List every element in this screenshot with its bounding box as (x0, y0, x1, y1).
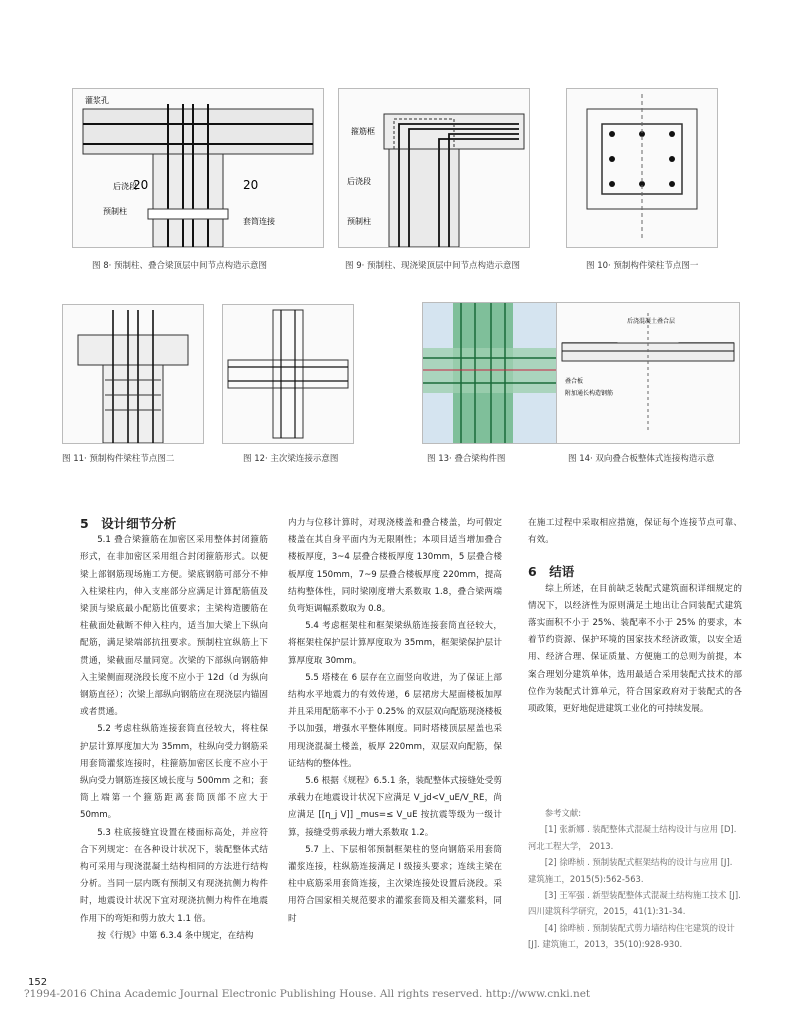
para-5-6: 5.6 根据《规程》6.5.1 条，装配整体式接缝处受剪承载力在地震设计状况下应满足 V_jd<V_uE/V_RE，尚应满足 [[η_j V]] _mus=≤ V_uE 按抗震等级为一级计算，接缝受剪承载力增大系数取 1.2。 (288, 776, 502, 838)
fig14-label-slab: 叠合板 (565, 378, 584, 385)
fig14-label-topping: 后浇混凝土叠合层 (627, 318, 676, 325)
fig14-caption: 图 14· 双向叠合板整体式连接构造示意 (568, 454, 715, 464)
fig9-drawing (339, 89, 529, 247)
fig9-label-post-cast: 后浇段 (347, 177, 371, 186)
para-5-7b: 在施工过程中采取相应措施，保证每个连接节点可靠、有效。 (528, 518, 742, 546)
references (528, 805, 742, 953)
references-heading: 参考文献: (544, 808, 582, 818)
section-5-heading: 5 设计细节分析 (80, 516, 177, 531)
para-5-1: 5.1 叠合梁箍筋在加密区采用整体封闭箍筋形式，在非加密区采用组合封闭箍筋形式。以便梁上部钢筋现场施工方便。梁底钢筋可部分不伸入柱梁柱内，伸入支座部分应满足计算配筋值及梁顶与梁底最小配筋比值要求；主梁构造腰筋在柱截面处截断不伸入柱内，适当加大梁上下纵向配筋，满足梁端部抗扭要求。预制柱宜纵筋上下贯通，梁截面尽量同宽。次梁的下部纵向钢筋伸入主梁侧面现浇段长度不应小于 12d（d 为纵向钢筋直径）；次梁上部纵向钢筋应在现浇层内锚固或者贯通。 (80, 535, 268, 718)
reference-item: [4] 徐晔桢 . 预制装配式剪力墙结构住宅建筑的设计 [J]. 建筑施工，2013，35(10):928-930. (528, 922, 735, 950)
para-5-3c: 内力与位移计算时，对现浇楼盖和叠合楼盖，均可假定楼盖在其自身平面内为无限刚性；本项目适当增加叠合楼板厚度，3~4 层叠合楼板厚度 130mm，5 层叠合楼板厚度 150mm，7~9 层叠合楼板厚度 220mm，提高结构整体性，同时梁刚度增大系数取 1.8，叠合梁两端负弯矩调幅系数取为 0.8。 (288, 518, 502, 615)
fig10-caption: 图 10· 预制构件梁柱节点图一 (586, 261, 699, 271)
fig8-label-post-cast: 后浇段 (113, 182, 137, 191)
fig9-label-stirrup: 箍筋框 (351, 127, 375, 136)
text-column-3 (528, 515, 742, 718)
figure-11 (62, 304, 204, 444)
fig8-label-precast-column: 预制柱 (103, 207, 127, 216)
para-5-5: 5.5 塔楼在 6 层存在立面竖向收进，为了保证上部结构水平地震力的有效传递，6 层裙房大屋面楼板加厚并且采用配筋率不小于 0.25% 的双层双向配筋现浇楼板予以加强，增强水平整体刚度。同时塔楼顶层屋盖也采用现浇混凝土楼盖，板厚 220mm，双层双向配筋，保证结构的整体性。 (288, 672, 502, 769)
section-6-heading: 6 结语 (528, 564, 575, 580)
para-5-3: 5.3 柱底接缝宜设置在楼面标高处，并应符合下列规定：在各种设计状况下，装配整体式结构可采用与现浇混凝土结构相同的方法进行结构分析。当同一层内既有预制又有现浇抗侧力构件时，地震设计状况下宜对现浇抗侧力构件在地震作用下的弯矩和剪力放大 1.1 倍。 (80, 827, 268, 924)
figure-13 (422, 302, 560, 444)
fig11-drawing (63, 305, 203, 443)
page-number: 152 (28, 977, 48, 988)
fig12-drawing (223, 305, 353, 443)
para-5-4: 5.4 考虑框架柱和框架梁纵筋连接套筒直径较大，将框架柱保护层计算厚度取为 35mm，框架梁保护层计算厚度取 30mm。 (288, 621, 502, 666)
text-column-1 (80, 515, 268, 945)
reference-item: [2] 徐晔桢 . 预制装配式框架结构的设计与应用 [J]. 建筑施工，2015(5):562-563. (528, 857, 733, 884)
para-5-2: 5.2 考虑柱纵筋连接套筒直径较大，将柱保护层计算厚度加大为 35mm，柱纵向受力钢筋采用套筒灌浆连接时，柱箍筋加密区长度不应小于纵向受力钢筋连接区域长度与 500mm 之和；套筒上端第一个箍筋距离套筒顶部不应大于 50mm。 (80, 724, 268, 821)
fig8-caption: 图 8· 预制柱、叠合梁顶层中间节点构造示意图 (92, 261, 268, 271)
copyright-footer: ?1994-2016 China Academic Journal Electronic Publishing House. All rights reserved. http://www.cnki.net (24, 988, 591, 1000)
fig13-drawing (423, 303, 559, 443)
figure-10 (566, 88, 718, 248)
figure-9 (338, 88, 530, 248)
fig14-label-rebar: 附加通长构造钢筋 (565, 390, 614, 397)
fig8-label-grout-hole: 灌浆孔 (85, 96, 109, 105)
figure-12 (222, 304, 354, 444)
para-5-3b: 按《行规》中第 6.3.4 条中规定，在结构 (97, 930, 254, 941)
para-6-1: 综上所述，在目前缺乏装配式建筑面积详细规定的情况下，以经济性为原则满足土地出让合同装配式建筑落实面积不小于 25%、装配率不小于 25% 的要求，本着节约资源、保护环境的国家技术经济政策，以安全适用、经济合理、保证质量、方便施工的总则为前提，本案合理划分建筑单体，选用最适合采用装配式技术的部位作为装配式计算单元，符合国家政府对于装配式的各项政策，更好地促进建筑工业化的可持续发展。 (528, 583, 742, 715)
figure-14 (556, 302, 740, 444)
fig10-drawing (567, 89, 717, 247)
para-5-7: 5.7 上、下层相邻预制框架柱的竖向钢筋采用套筒灌浆连接，柱纵筋连接满足 I 级接头要求；连续主梁在柱中底筋采用套筒连接，主次梁连接处设置后浇段。采用符合国家相关规范要求的灌浆套筒及相关灌浆料，同时 (288, 844, 502, 924)
fig9-label-precast-column: 预制柱 (347, 217, 371, 226)
fig13-caption: 图 13· 叠合梁构件图 (427, 454, 506, 464)
fig8-drawing (73, 89, 323, 247)
fig12-caption: 图 12· 主次梁连接示意图 (243, 454, 339, 464)
figure-8 (72, 88, 324, 248)
fig9-caption: 图 9· 预制柱、现浇梁顶层中间节点构造示意图 (345, 261, 521, 271)
fig11-caption: 图 11· 预制构件梁柱节点图二 (62, 454, 175, 464)
text-column-2 (288, 515, 502, 928)
fig14-drawing (557, 303, 739, 443)
reference-item: [1] 张新娜 . 装配整体式混凝土结构设计与应用 [D]. 河北工程大学， 2013. (528, 824, 737, 851)
fig8-label-sleeve: 套筒连接 (243, 217, 275, 226)
fig8-label-20b: 20 (243, 178, 259, 192)
fig8-label-20a: 20 (133, 178, 149, 192)
reference-item: [3] 王军强 . 新型装配整体式混凝土结构施工技术 [J]. 四川建筑科学研究，2015，41(1):31-34. (528, 890, 741, 917)
